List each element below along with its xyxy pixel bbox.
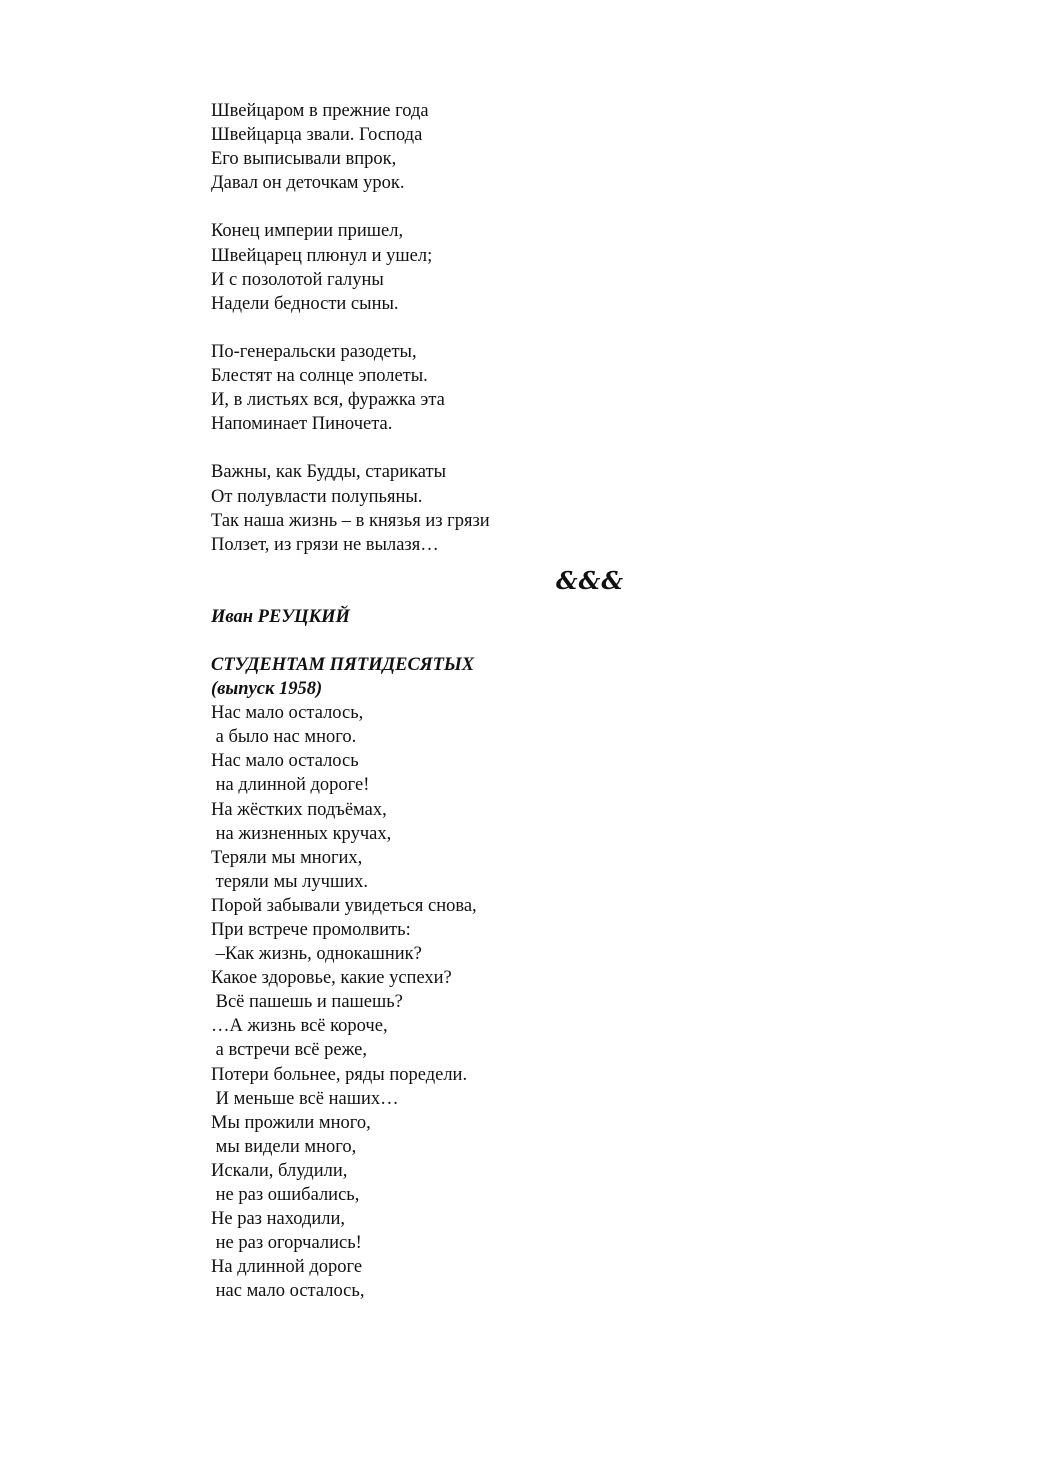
poem-line: Конец империи пришел,	[211, 221, 404, 242]
poem-line: По-генеральски разодеты,	[211, 341, 417, 362]
poem-line: Напоминает Пиночета.	[211, 414, 393, 435]
poem-line: На жёстких подъёмах,	[211, 799, 387, 820]
poem-line: а было нас много.	[211, 727, 357, 748]
poem-stanza	[211, 340, 911, 436]
poem-line: Мы прожили много,	[211, 1112, 371, 1133]
poem-line: на жизненных кручах,	[211, 823, 392, 844]
poem-line: Всё пашешь и пашешь?	[211, 992, 403, 1013]
poem-line: –Как жизнь, однокашник?	[211, 944, 422, 965]
poem-line: И с позолотой галуны	[211, 269, 384, 290]
poem-line: Швейцарец плюнул и ушел;	[211, 245, 433, 266]
poem-line: а встречи всё реже,	[211, 1040, 367, 1061]
poem-line: Блестят на солнце эполеты.	[211, 366, 428, 387]
poem-line: Какое здоровье, какие успехи?	[211, 968, 452, 989]
poem-line: не раз ошибались,	[211, 1185, 360, 1206]
stanza-gap	[211, 316, 911, 340]
poem-line: Швейцаром в прежние года	[211, 101, 429, 121]
poem-line: Теряли мы многих,	[211, 847, 363, 868]
section-separator: &&&	[556, 565, 625, 595]
poem-line: мы видели много,	[211, 1136, 357, 1157]
poem-line: нас мало осталось,	[211, 1281, 365, 1302]
poem-line: Нас мало осталось	[211, 751, 359, 772]
poem-stanza	[211, 219, 911, 315]
poem-line: От полувласти полупьяны.	[211, 486, 423, 507]
poem-stanza	[211, 99, 911, 195]
poem-line: теряли мы лучших.	[211, 871, 369, 892]
poem-line: Ползет, из грязи не вылазя…	[211, 534, 439, 555]
poem-line: Не раз находили,	[211, 1209, 346, 1230]
poem-author: Иван РЕУЦКИЙ	[211, 606, 350, 627]
poem-line: не раз огорчались!	[211, 1233, 362, 1254]
poem-line: Его выписывали впрок,	[211, 149, 397, 170]
poem-subtitle: (выпуск 1958)	[211, 679, 323, 700]
poem-stanza	[211, 460, 911, 556]
poem-title: СТУДЕНТАМ ПЯТИДЕСЯТЫХ	[211, 654, 475, 675]
author-gap	[211, 629, 911, 653]
poem-line: Порой забывали увидеться снова,	[211, 895, 477, 916]
poem-line: Нас мало осталось,	[211, 703, 364, 724]
poem-line: Надели бедности сыны.	[211, 293, 399, 314]
poem-body	[211, 701, 911, 1303]
poem-line: Швейцарца звали. Господа	[211, 125, 423, 146]
poem-line: на длинной дороге!	[211, 775, 370, 796]
poem-line: …А жизнь всё короче,	[211, 1016, 388, 1037]
poem-line: И, в листьях вся, фуражка эта	[211, 390, 445, 411]
poem-line: Искали, блудили,	[211, 1160, 348, 1181]
page-content	[211, 99, 911, 1304]
poem-line: Важны, как Будды, старикаты	[211, 462, 447, 483]
poem-line: И меньше всё наших…	[211, 1088, 399, 1109]
poem-line: Так наша жизнь – в князья из грязи	[211, 510, 490, 531]
poem-line: На длинной дороге	[211, 1257, 363, 1278]
poem-line: При встрече промолвить:	[211, 920, 411, 940]
poem-line: Потери больнее, ряды поредели.	[211, 1064, 468, 1085]
stanza-gap	[211, 436, 911, 460]
poem-line: Давал он деточкам урок.	[211, 173, 405, 194]
stanza-gap	[211, 195, 911, 219]
